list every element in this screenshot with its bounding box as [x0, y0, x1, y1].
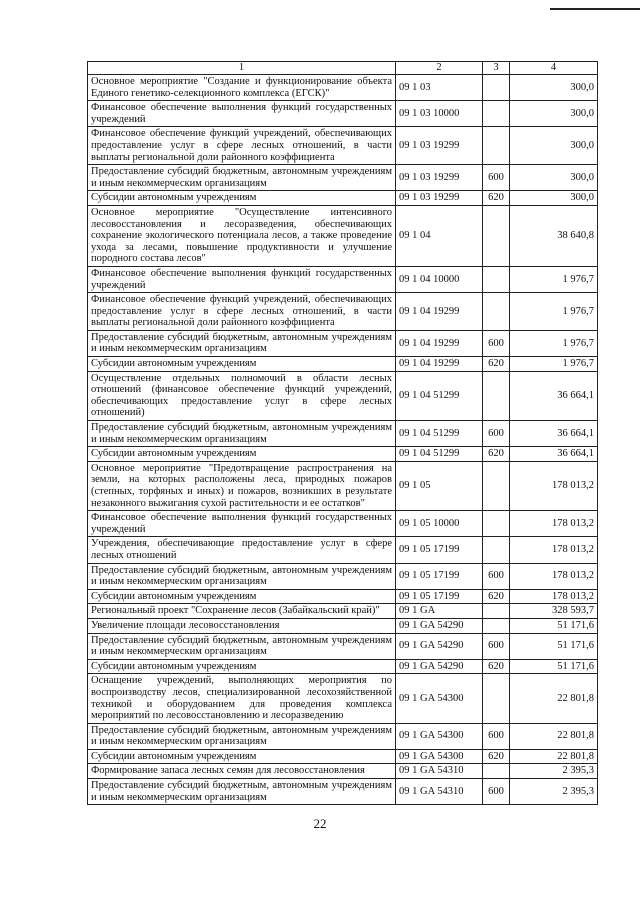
- row-amount: 51 171,6: [510, 659, 598, 674]
- row-amount: 22 801,8: [510, 749, 598, 764]
- row-amount: 300,0: [510, 191, 598, 206]
- row-name: Субсидии автономным учреждениям: [88, 659, 396, 674]
- row-name: Субсидии автономным учреждениям: [88, 447, 396, 462]
- row-amount: 300,0: [510, 101, 598, 127]
- row-name: Предоставление субсидий бюджетным, автономным учреждениям и иным некоммерческим организациям: [88, 421, 396, 447]
- row-vr: [483, 371, 510, 420]
- row-amount: 2 395,3: [510, 779, 598, 805]
- table-header-row: [88, 62, 598, 75]
- row-vr: [483, 537, 510, 563]
- header-col-3: 3: [483, 62, 510, 75]
- row-vr: [483, 461, 510, 510]
- row-code: 09 1 GA 54300: [396, 674, 483, 723]
- row-vr: [483, 293, 510, 331]
- row-vr: 600: [483, 165, 510, 191]
- row-code: 09 1 04 51299: [396, 421, 483, 447]
- row-amount: 178 013,2: [510, 589, 598, 604]
- row-code: 09 1 GA: [396, 604, 483, 619]
- row-amount: 51 171,6: [510, 633, 598, 659]
- row-amount: 1 976,7: [510, 330, 598, 356]
- row-name: Субсидии автономным учреждениям: [88, 749, 396, 764]
- row-amount: 22 801,8: [510, 723, 598, 749]
- row-vr: 600: [483, 421, 510, 447]
- row-name: Финансовое обеспечение выполнения функций государственных учреждений: [88, 511, 396, 537]
- row-amount: 178 013,2: [510, 537, 598, 563]
- row-amount: 38 640,8: [510, 205, 598, 266]
- row-name: Учреждения, обеспечивающие предоставление услуг в сфере лесных отношений: [88, 537, 396, 563]
- row-vr: 620: [483, 191, 510, 206]
- row-code: 09 1 03 19299: [396, 127, 483, 165]
- row-name: Финансовое обеспечение функций учреждений, обеспечивающих предоставление услуг в сфере лесных отношений, в части выплаты региональной доли районного коэффициента: [88, 127, 396, 165]
- row-amount: 36 664,1: [510, 421, 598, 447]
- row-code: 09 1 04 19299: [396, 330, 483, 356]
- row-name: Основное мероприятие "Осуществление интенсивного лесовосстановления и лесоразведения, обеспечивающих сохранение экологического потенциала лесов, а также проведение ухода за лесами, повышение продуктивности и улучшение породного состава лесов": [88, 205, 396, 266]
- row-amount: 300,0: [510, 165, 598, 191]
- row-code: 09 1 GA 54310: [396, 764, 483, 779]
- row-vr: [483, 764, 510, 779]
- table-row: [88, 537, 598, 563]
- row-name: Субсидии автономным учреждениям: [88, 589, 396, 604]
- table-row: [88, 659, 598, 674]
- table-row: [88, 101, 598, 127]
- row-amount: 1 976,7: [510, 357, 598, 372]
- table-row: [88, 461, 598, 510]
- row-code: 09 1 GA 54300: [396, 749, 483, 764]
- row-code: 09 1 03: [396, 75, 483, 101]
- row-code: 09 1 03 19299: [396, 191, 483, 206]
- row-vr: 620: [483, 357, 510, 372]
- row-vr: [483, 205, 510, 266]
- table-row: [88, 293, 598, 331]
- row-code: 09 1 05 17199: [396, 537, 483, 563]
- row-name: Субсидии автономным учреждениям: [88, 191, 396, 206]
- row-vr: 620: [483, 447, 510, 462]
- row-amount: 51 171,6: [510, 618, 598, 633]
- row-amount: 1 976,7: [510, 293, 598, 331]
- row-code: 09 1 GA 54290: [396, 659, 483, 674]
- row-code: 09 1 03 10000: [396, 101, 483, 127]
- table-row: [88, 589, 598, 604]
- row-amount: 328 593,7: [510, 604, 598, 619]
- table-row: [88, 604, 598, 619]
- row-amount: 300,0: [510, 127, 598, 165]
- table-row: [88, 127, 598, 165]
- table-row: [88, 511, 598, 537]
- row-vr: 620: [483, 589, 510, 604]
- row-name: Предоставление субсидий бюджетным, автономным учреждениям и иным некоммерческим организациям: [88, 779, 396, 805]
- row-vr: 600: [483, 563, 510, 589]
- row-name: Субсидии автономным учреждениям: [88, 357, 396, 372]
- table-row: [88, 618, 598, 633]
- header-col-1: 1: [88, 62, 396, 75]
- table-row: [88, 764, 598, 779]
- row-name: Предоставление субсидий бюджетным, автономным учреждениям и иным некоммерческим организациям: [88, 633, 396, 659]
- row-code: 09 1 GA 54290: [396, 633, 483, 659]
- row-amount: 36 664,1: [510, 371, 598, 420]
- row-code: 09 1 04 51299: [396, 371, 483, 420]
- table-row: [88, 165, 598, 191]
- row-vr: [483, 618, 510, 633]
- row-name: Финансовое обеспечение выполнения функций государственных учреждений: [88, 101, 396, 127]
- row-name: Увеличение площади лесовосстановления: [88, 618, 396, 633]
- row-vr: 600: [483, 723, 510, 749]
- row-vr: 600: [483, 779, 510, 805]
- row-code: 09 1 05 17199: [396, 563, 483, 589]
- row-name: Осуществление отдельных полномочий в области лесных отношений (финансовое обеспечение функций учреждений, обеспечивающих предоставление услуг в сфере лесных отношений): [88, 371, 396, 420]
- table-row: [88, 75, 598, 101]
- table-row: [88, 563, 598, 589]
- row-amount: 22 801,8: [510, 674, 598, 723]
- row-vr: [483, 674, 510, 723]
- row-code: 09 1 04: [396, 205, 483, 266]
- row-amount: 2 395,3: [510, 764, 598, 779]
- header-col-4: 4: [510, 62, 598, 75]
- row-name: Финансовое обеспечение функций учреждений, обеспечивающих предоставление услуг в сфере лесных отношений, в части выплаты региональной доли районного коэффициента: [88, 293, 396, 331]
- table-row: [88, 447, 598, 462]
- row-vr: 600: [483, 633, 510, 659]
- row-name: Предоставление субсидий бюджетным, автономным учреждениям и иным некоммерческим организациям: [88, 165, 396, 191]
- row-code: 09 1 05 10000: [396, 511, 483, 537]
- row-vr: [483, 266, 510, 292]
- row-code: 09 1 04 51299: [396, 447, 483, 462]
- table-row: [88, 749, 598, 764]
- table-row: [88, 191, 598, 206]
- row-code: 09 1 05 17199: [396, 589, 483, 604]
- row-vr: [483, 75, 510, 101]
- row-code: 09 1 GA 54300: [396, 723, 483, 749]
- row-name: Финансовое обеспечение выполнения функций государственных учреждений: [88, 266, 396, 292]
- row-amount: 300,0: [510, 75, 598, 101]
- scan-edge-mark: [550, 8, 640, 10]
- row-code: 09 1 GA 54290: [396, 618, 483, 633]
- row-name: Формирование запаса лесных семян для лесовосстановления: [88, 764, 396, 779]
- row-code: 09 1 04 19299: [396, 357, 483, 372]
- row-name: Предоставление субсидий бюджетным, автономным учреждениям и иным некоммерческим организациям: [88, 563, 396, 589]
- row-vr: 600: [483, 330, 510, 356]
- row-vr: [483, 604, 510, 619]
- table-row: [88, 205, 598, 266]
- row-name: Основное мероприятие "Создание и функционирование объекта Единого генетико-селекционного комплекса (ЕГСК)": [88, 75, 396, 101]
- row-vr: [483, 101, 510, 127]
- table-row: [88, 674, 598, 723]
- row-name: Предоставление субсидий бюджетным, автономным учреждениям и иным некоммерческим организациям: [88, 723, 396, 749]
- row-amount: 178 013,2: [510, 563, 598, 589]
- row-amount: 178 013,2: [510, 511, 598, 537]
- row-name: Основное мероприятие "Предотвращение распространения на земли, на которых расположены леса, природных пожаров (степных, торфяных и иных) и пожаров, возникших в результате незаконного выжигания сухой растительности и ее остатков": [88, 461, 396, 510]
- table-row: [88, 723, 598, 749]
- table-row: [88, 421, 598, 447]
- row-amount: 36 664,1: [510, 447, 598, 462]
- row-code: 09 1 03 19299: [396, 165, 483, 191]
- row-vr: [483, 127, 510, 165]
- table-row: [88, 371, 598, 420]
- row-vr: [483, 511, 510, 537]
- table-row: [88, 633, 598, 659]
- row-name: Предоставление субсидий бюджетным, автономным учреждениям и иным некоммерческим организациям: [88, 330, 396, 356]
- row-code: 09 1 GA 54310: [396, 779, 483, 805]
- row-code: 09 1 05: [396, 461, 483, 510]
- row-name: Региональный проект "Сохранение лесов (Забайкальский край)": [88, 604, 396, 619]
- row-amount: 1 976,7: [510, 266, 598, 292]
- row-code: 09 1 04 19299: [396, 293, 483, 331]
- table-row: [88, 779, 598, 805]
- budget-table: [87, 61, 598, 805]
- page-number: 22: [313, 816, 327, 831]
- row-amount: 178 013,2: [510, 461, 598, 510]
- row-vr: 620: [483, 659, 510, 674]
- table-row: [88, 330, 598, 356]
- row-vr: 620: [483, 749, 510, 764]
- row-name: Оснащение учреждений, выполняющих мероприятия по воспроизводству лесов, специализированной лесохозяйственной техникой и оборудованием для проведения комплекса мероприятий по лесовосстановлению и лесоразведению: [88, 674, 396, 723]
- table-row: [88, 357, 598, 372]
- row-code: 09 1 04 10000: [396, 266, 483, 292]
- header-col-2: 2: [396, 62, 483, 75]
- table-row: [88, 266, 598, 292]
